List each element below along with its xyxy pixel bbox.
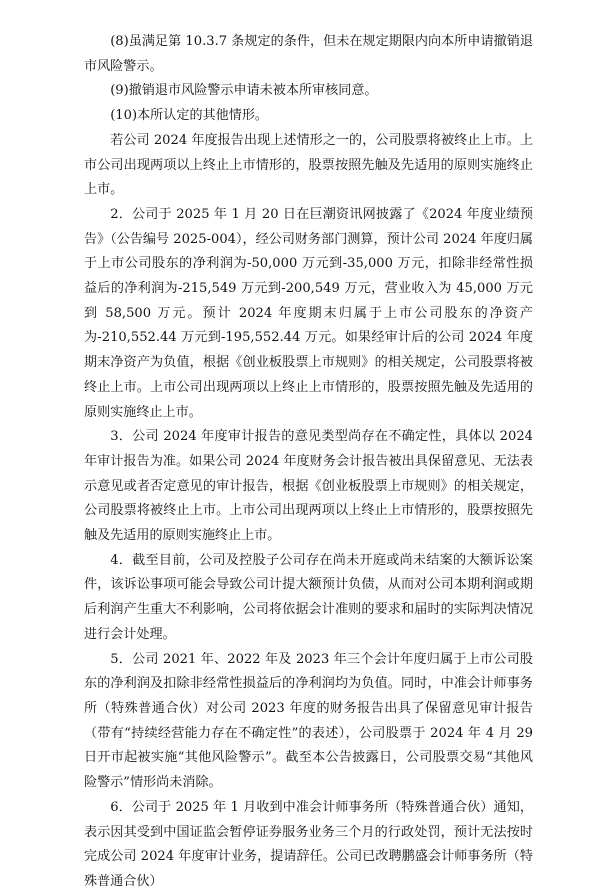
paragraph-point-6: 6．公司于 2025 年 1 月收到中准会计师事务所（特殊普通合伙）通知，表示因其受到中国证监会暂停证券服务业务三个月的行政处罚，预计无法按时完成公司 2024 年度审计业务，提请辞任。公司已改聘鹏盛会计师事务所（特殊普通合伙） [84,799,533,889]
paragraph-point-4: 4．截至目前，公司及控股子公司存在尚未开庭或尚未结案的大额诉讼案件，该诉讼事项可能会导致公司计提大额预计负债，从而对公司本期利润或期后利润产生重大不利影响，公司将依据会计准则的要求和届时的实际判决情况进行会计处理。 [84,552,533,642]
paragraph-delisting-rule: 若公司 2024 年度报告出现上述情形之一的，公司股票将被终止上市。上市公司出现两项以上终止上市情形的，股票按照先触及先适用的原则实施终止上市。 [84,132,533,198]
paragraph-point-5: 5．公司 2021 年、2022 年及 2023 年三个会计年度归属于上市公司股东的净利润及扣除非经常性损益后的净利润均为负值。同时，中准会计师事务所（特殊普通合伙）对公司 2023 年度的财务报告出具了保留意见审计报告（带有“持续经营能力存在不确定性”的表述），公司股票于 2024 年 4 月 29 日开市起被实施“其他风险警示”。截至本公告披露日，公司股票交易“其他风险警示”情形尚未消除。 [84,651,533,791]
document-page [84,30,533,895]
paragraph-item-10: (10)本所认定的其他情形。 [110,108,269,124]
paragraph-point-3: 3．公司 2024 年度审计报告的意见类型尚存在不确定性，具体以 2024 年审计报告为准。如果公司 2024 年度财务会计报告被出具保留意见、无法表示意见或者否定意见的审计报告，根据《创业板股票上市规则》的相关规定，公司股票将被终止上市。上市公司出现两项以上终止上市情形的，股票按照先触及先适用的原则实施终止上市。 [84,429,533,544]
paragraph-item-9: (9)撤销退市风险警示申请未被本所审核同意。 [110,83,378,99]
paragraph-point-2: 2．公司于 2025 年 1 月 20 日在巨潮资讯网披露了《2024 年度业绩预告》（公告编号 2025-004），经公司财务部门测算，预计公司 2024 年度归属于上市公司股东的净利润为-50,000 万元到-35,000 万元，扣除非经常性损益后的净利润为-215,549 万元到-200,549 万元，营业收入为 45,000 万元到 58,500 万元。预计 2024 年度期末归属于上市公司股东的净资产为-210,552.44 万元到-195,552.44 万元。如果经审计后的公司 2024 年度期末净资产为负值，根据《创业板股票上市规则》的相关规定，公司股票将被终止上市。上市公司出现两项以上终止上市情形的，股票按照先触及先适用的原则实施终止上市。 [84,206,533,420]
paragraph-item-8: (8)虽满足第 10.3.7 条规定的条件，但未在规定期限内向本所申请撤销退市风险警示。 [84,34,533,74]
